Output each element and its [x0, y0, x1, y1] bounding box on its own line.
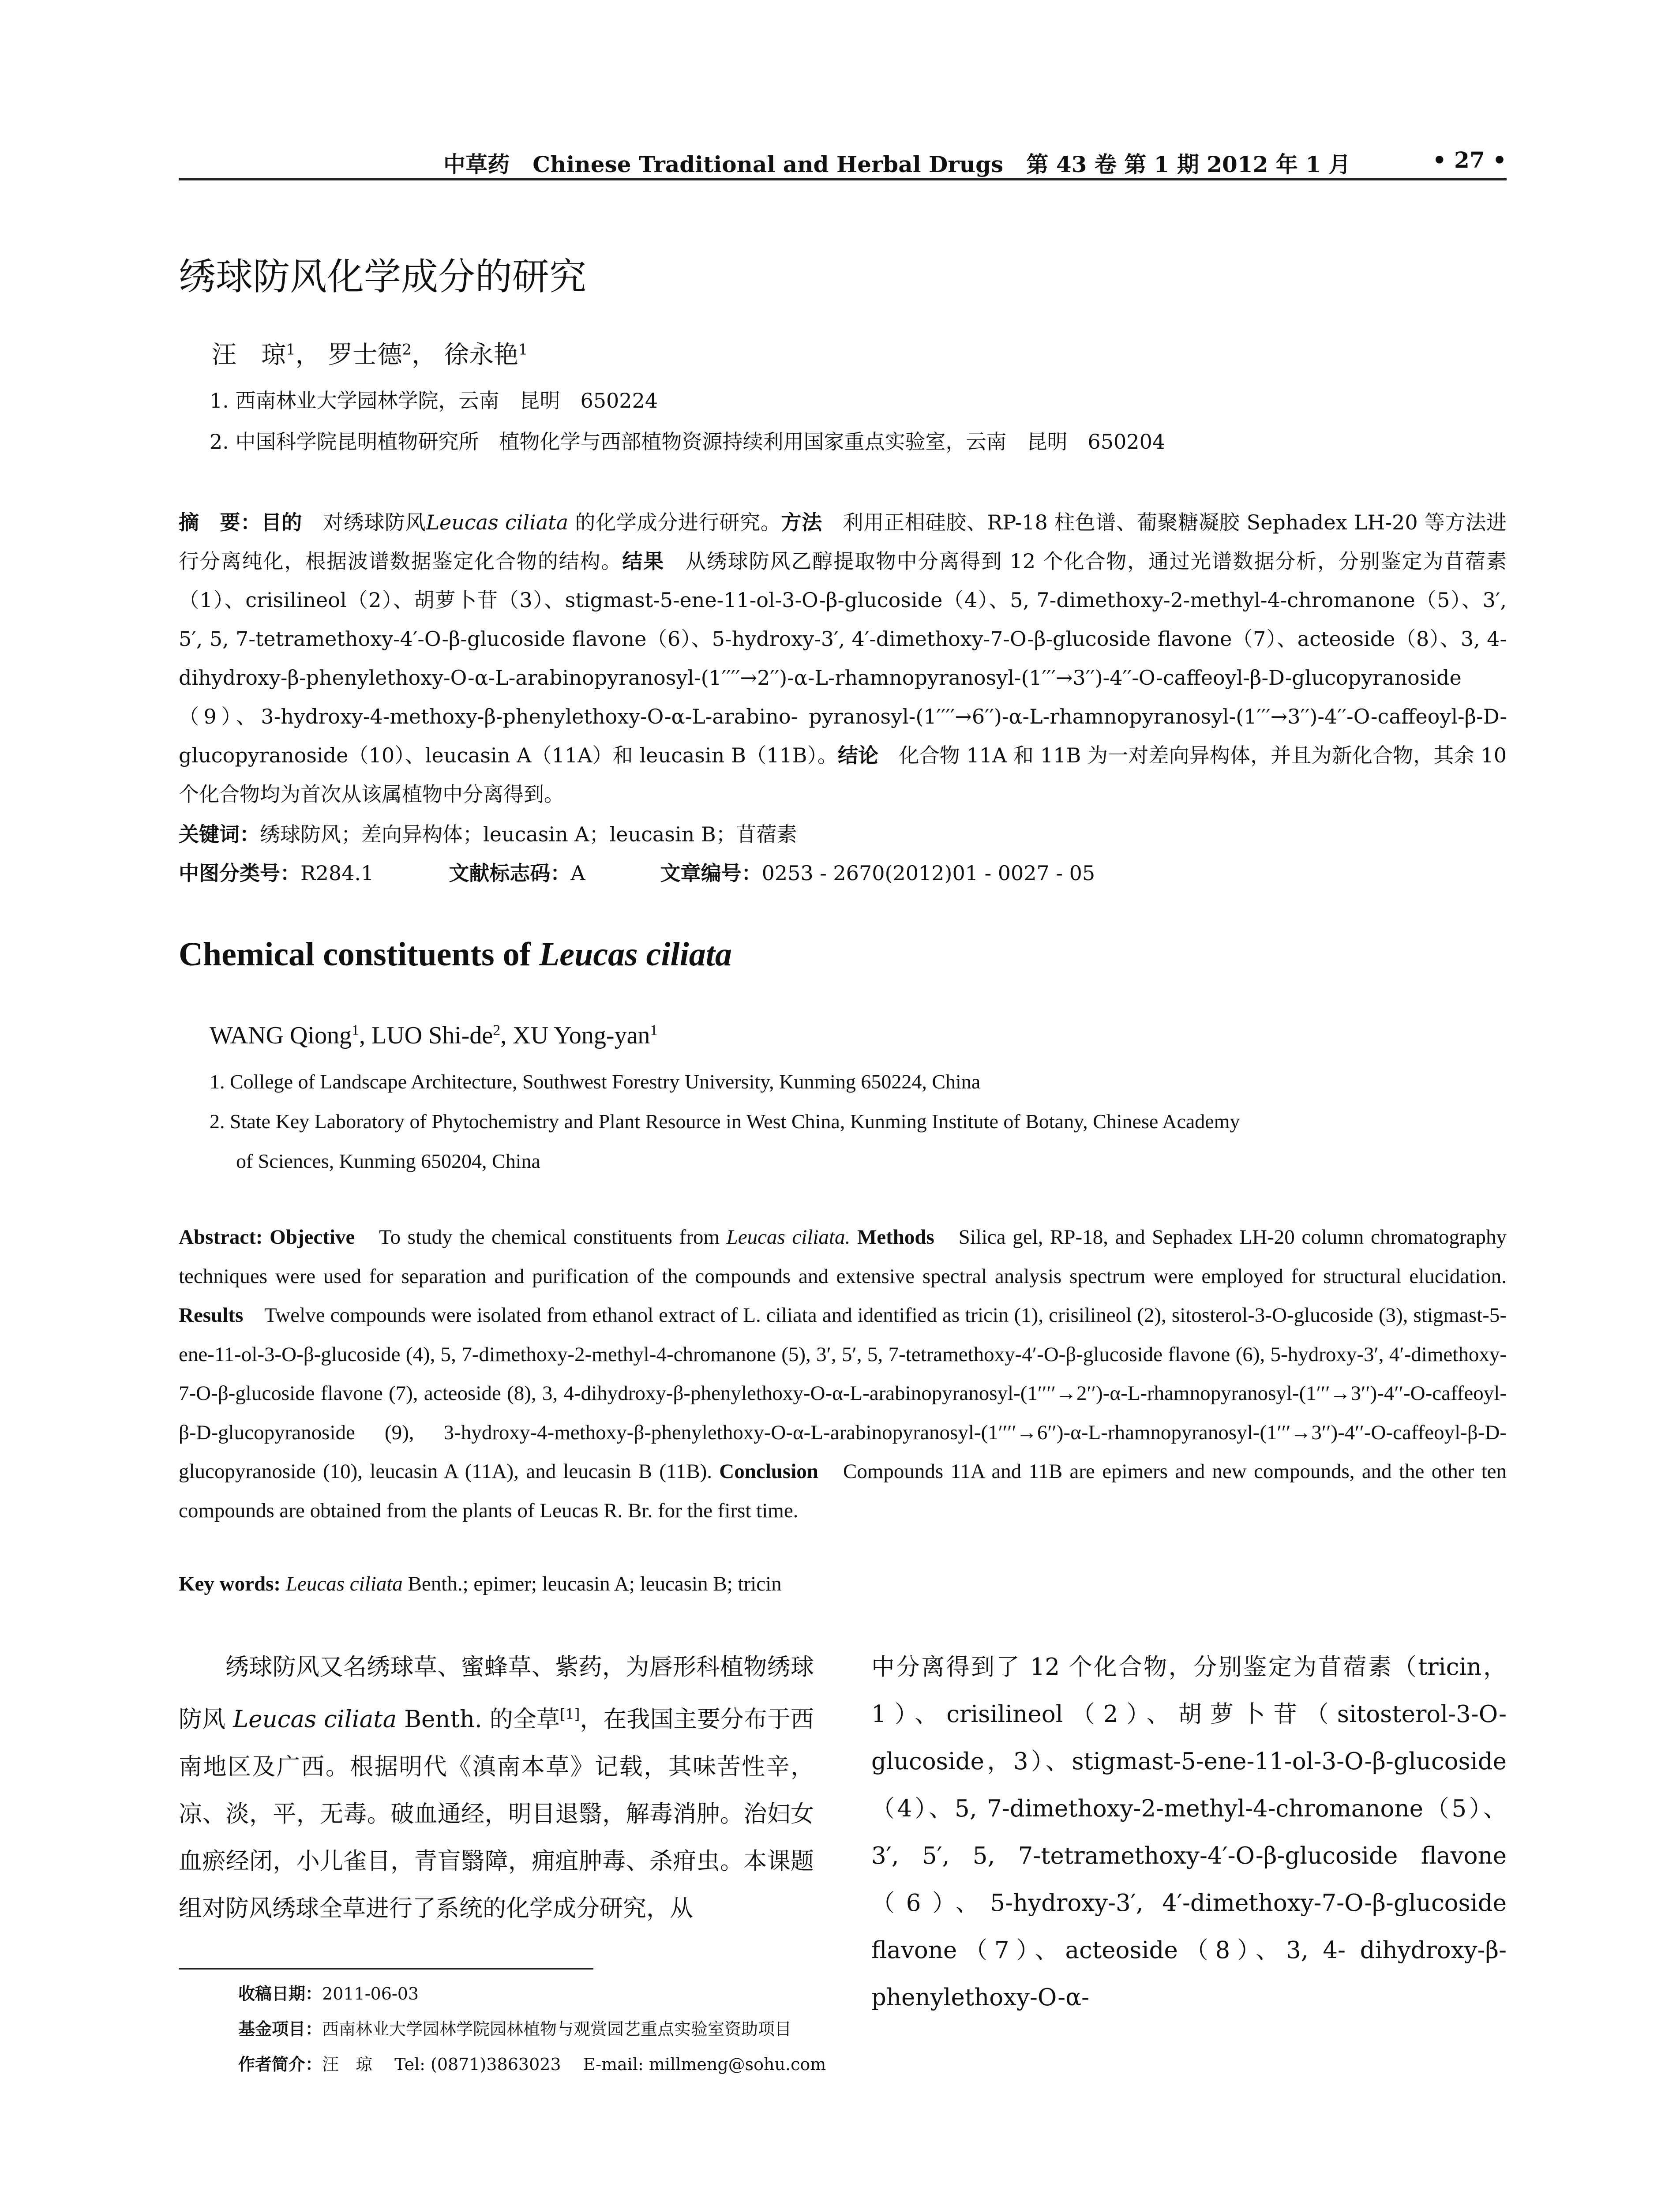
footnote-author: [238, 2051, 826, 2075]
en-abstract: [179, 1218, 1507, 1530]
cn-author-name: 罗士德: [328, 341, 402, 369]
en-affiliation-1: 1. College of Landscape Architecture, Southwest Forestry University, Kunming 650224, China: [210, 1070, 981, 1093]
cn-abstract-label: 摘 要：: [179, 510, 261, 534]
body-left-column: [179, 1643, 814, 1932]
en-methods-text: Silica gel, RP-18, and Sephadex LH-20 column chromatography techniques were used for separation and purification of the compounds and extensive spectral analysis spectrum were employed for structural elucidation.: [179, 1226, 1507, 1288]
cn-conclusion-text: 化合物 11A 和 11B 为一对差向异构体，并且为新化合物，其余 10 个化合物均为首次从该属植物中分离得到。: [179, 743, 1507, 806]
journal-name-cn: 中草药: [443, 151, 510, 177]
en-conclusion-label: Conclusion: [712, 1460, 818, 1483]
journal-line: [443, 147, 1350, 179]
received-date: 2011-06-03: [322, 1984, 419, 2003]
en-author-name: LUO Shi-de: [371, 1022, 493, 1049]
received-label: 收稿日期：: [238, 1984, 322, 2003]
body-left-text-3: ，在我国主要分布于西南地区及广西。根据明代《滇南本草》记载，其味苦性辛，凉、淡，平，无毒。破血通经，明目退翳，解毒消肿。治妇女血瘀经闭，小儿雀目，青盲翳障，痈疽肿毒、杀疳虫。本课题组对防风绣球全草进行了系统的化学成分研究，从: [179, 1706, 814, 1922]
footnote-rule: [179, 1968, 593, 1970]
en-authors: WANG Qiong$^1$, LUO Shi-$de^2$, XU Yong-yan$^1$: [210, 1022, 658, 1049]
footnote-fund: [238, 2015, 791, 2040]
author-info-label: 作者简介：: [238, 2055, 322, 2074]
body-right-column: [871, 1643, 1507, 2021]
en-affiliation-2-cont: of Sciences, Kunming 650204, China: [236, 1150, 540, 1172]
article-no-value: 0253 - 2670(2012)01 - 0027 - 05: [761, 861, 1095, 885]
en-keywords-label: Key words:: [179, 1572, 286, 1595]
cn-objective-label: 目的: [261, 510, 303, 534]
cn-keywords: [179, 818, 797, 848]
en-title-prefix: Chemical constituents of: [179, 936, 539, 973]
clc-value: R284.1: [300, 861, 374, 885]
en-conclusion-text: Compounds 11A and 11B are epimers and new compounds, and the other ten compounds are obtained from the plants of Leucas R. Br. for the first time.: [179, 1460, 1507, 1522]
journal-issue: 第 43 卷 第 1 期 2012 年 1 月: [1026, 151, 1351, 177]
en-author-sup: 1: [351, 1022, 359, 1039]
cn-methods-label: 方法: [781, 510, 822, 534]
cn-affiliation-1: 1. 西南林业大学园林学院，云南 昆明 650224: [210, 389, 658, 413]
cn-author-sup: 1: [286, 341, 296, 359]
cn-author-sup: 1: [518, 341, 528, 359]
clc-label: 中图分类号：: [179, 861, 300, 885]
cn-abstract: [179, 503, 1507, 814]
cn-objective-species: Leucas ciliata: [426, 510, 569, 534]
body-left-species: Leucas ciliata: [233, 1706, 397, 1733]
en-results-text: Twelve compounds were isolated from ethanol extract of L. ciliata and identified as tricin (1), crisilineol (2), sitosterol-3-O-glucoside (3), stigmast-5-ene-11-ol-3-O-β-glucoside (4), 5, 7-dimethoxy-2-methyl-4-chromanone (5), 3′, 5′, 5, 7-tetramethoxy-4′-O-β-glucoside flavone (6), 5-hydroxy-3′, 4′-dimethoxy-7-O-β-glucoside flavone (7), acteoside (8), 3, 4-dihydroxy-β-phenylethoxy-O-α-L-arabinopyranosyl-(1′′′′→2′′)-α-L-rhamnopyranosyl-(1′′′→3′′)-4′′-O-caffeoyl-β-D-glucopyranoside (9), 3-hydroxy-4-methoxy-β-phenylethoxy-O-α-L-arabinopyranosyl-(1′′′′→6′′)-α-L-rhamnopyranosyl-(1′′′→3′′)-4′′-O-caffeoyl-β-D-glucopyranoside (10), leucasin A (11A), and leucasin B (11B).: [179, 1304, 1507, 1483]
cn-author-name: 汪 琼: [212, 341, 286, 369]
body-right-text: 中分离得到了 12 个化合物，分别鉴定为苜蓿素（tricin，1）、crisilineol（2）、胡萝卜苷（sitosterol-3-O-glucoside，3）、stigmast-5-ene-11-ol-3-O-β-glucoside（4）、5, 7-dimethoxy-2-methyl-4-chromanone（5）、3′, 5′, 5, 7-tetramethoxy-4′-O-β-glucoside flavone（6）、5-hydroxy-3′, 4′-dimethoxy-7-O-β-glucoside flavone（7）、acteoside（8）、3, 4- dihydroxy-β-phenylethoxy-O-α-: [871, 1654, 1507, 2011]
cn-objective-text-1: 对绣球防风: [302, 510, 426, 534]
footnote-received: [238, 1980, 419, 2004]
cn-results-label: 结果: [622, 549, 665, 573]
en-author-name: XU Yong-yan: [513, 1022, 650, 1049]
cn-methods-text: 利用正相硅胶、RP-18 柱色谱、葡聚糖凝胶 Sephadex LH-20 等方法进行分离纯化，根据波谱数据鉴定化合物的结构。: [179, 510, 1507, 573]
en-title: [179, 935, 732, 974]
cn-author-name: 徐永艳: [444, 341, 518, 369]
journal-name-en: Chinese Traditional and Herbal Drugs: [532, 151, 1004, 177]
author-info-text: 汪 琼 Tel: (0871)3863023 E-mail: millmeng@sohu.com: [322, 2055, 826, 2074]
cn-results-text: 从绣球防风乙醇提取物中分离得到 12 个化合物，通过光谱数据分析，分别鉴定为苜蓿素（1）、crisilineol（2）、胡萝卜苷（3）、stigmast-5-ene-11-ol-3-O-β-glucoside（4）、5, 7-dimethoxy-2-methyl-4-chromanone（5）、3′, 5′, 5, 7-tetramethoxy-4′-O-β-glucoside flavone（6）、5-hydroxy-3′, 4′-dimethoxy-7-O-β-glucoside flavone（7）、acteoside（8）、3, 4-dihydroxy-β-phenylethoxy-O-α-L-arabinopyranosyl-(1′′′′→2′′)-α-L-rhamnopyranosyl-(1′′′→3′′)-4′′-O-caffeoyl-β-D-glucopyranoside（9）、3-hydroxy-4-methoxy-β-phenylethoxy-O-α-L-arabino- pyranosyl-(1′′′′→6′′)-α-L-rhamnopyranosyl-(1′′′→3′′)-4′′-O-caffeoyl-β-D-glucopyranoside（10）、leucasin A（11A）和 leucasin B（11B）。: [179, 549, 1507, 767]
cn-classification: [179, 857, 1170, 886]
en-author-name: WANG Qiong: [210, 1022, 352, 1049]
fund-label: 基金项目：: [238, 2019, 322, 2039]
body-left-text-2: Benth. 的全草: [397, 1706, 560, 1733]
en-title-species: Leucas ciliata: [539, 936, 732, 973]
article-no-label: 文章编号：: [660, 861, 762, 885]
en-author-sup: 1: [650, 1022, 658, 1039]
en-methods-label: Methods: [850, 1226, 934, 1249]
cn-authors: 汪 琼$^1$， 罗士德$^2$， 徐永艳$^1$: [212, 341, 528, 369]
en-abstract-label: Abstract: Objective: [179, 1226, 355, 1249]
doc-code-label: 文献标志码：: [449, 861, 571, 885]
page-number: • 27 •: [1432, 147, 1507, 173]
cn-keywords-label: 关键词：: [179, 822, 260, 846]
en-keywords: [179, 1572, 782, 1596]
en-affiliation-2: 2. State Key Laboratory of Phytochemistry and Plant Resource in West China, Kunming Institute of Botany, Chinese Academy: [210, 1110, 1240, 1133]
en-results-label: Results: [179, 1304, 244, 1327]
running-header: [179, 143, 1507, 177]
en-objective-text: To study the chemical constituents from: [355, 1226, 727, 1249]
en-objective-species: Leucas ciliata.: [726, 1226, 851, 1249]
header-rule: [179, 178, 1507, 180]
cn-title: 绣球防风化学成分的研究: [179, 255, 587, 298]
doc-code-value: A: [570, 861, 585, 885]
cn-objective-text-2: 的化学成分进行研究。: [568, 510, 781, 534]
en-keywords-species: Leucas ciliata: [285, 1572, 403, 1595]
en-author-sup: 2: [493, 1022, 501, 1039]
cn-keywords-text: 绣球防风；差向异构体；leucasin A；leucasin B；苜蓿素: [260, 822, 797, 846]
en-keywords-rest: Benth.; epimer; leucasin A; leucasin B; tricin: [402, 1572, 782, 1595]
reference-marker[interactable]: [1]: [559, 1706, 580, 1722]
cn-author-sup: 2: [402, 341, 412, 359]
cn-affiliation-2: 2. 中国科学院昆明植物研究所 植物化学与西部植物资源持续利用国家重点实验室，云南 昆明 650204: [210, 430, 1166, 454]
fund-text: 西南林业大学园林学院园林植物与观赏园艺重点实验室资助项目: [322, 2019, 792, 2039]
cn-conclusion-label: 结论: [837, 743, 879, 767]
body-left-text-1: 绣球防风又名绣球草、蜜蜂草、紫药，为唇形科植物绣球防风: [179, 1654, 814, 1733]
